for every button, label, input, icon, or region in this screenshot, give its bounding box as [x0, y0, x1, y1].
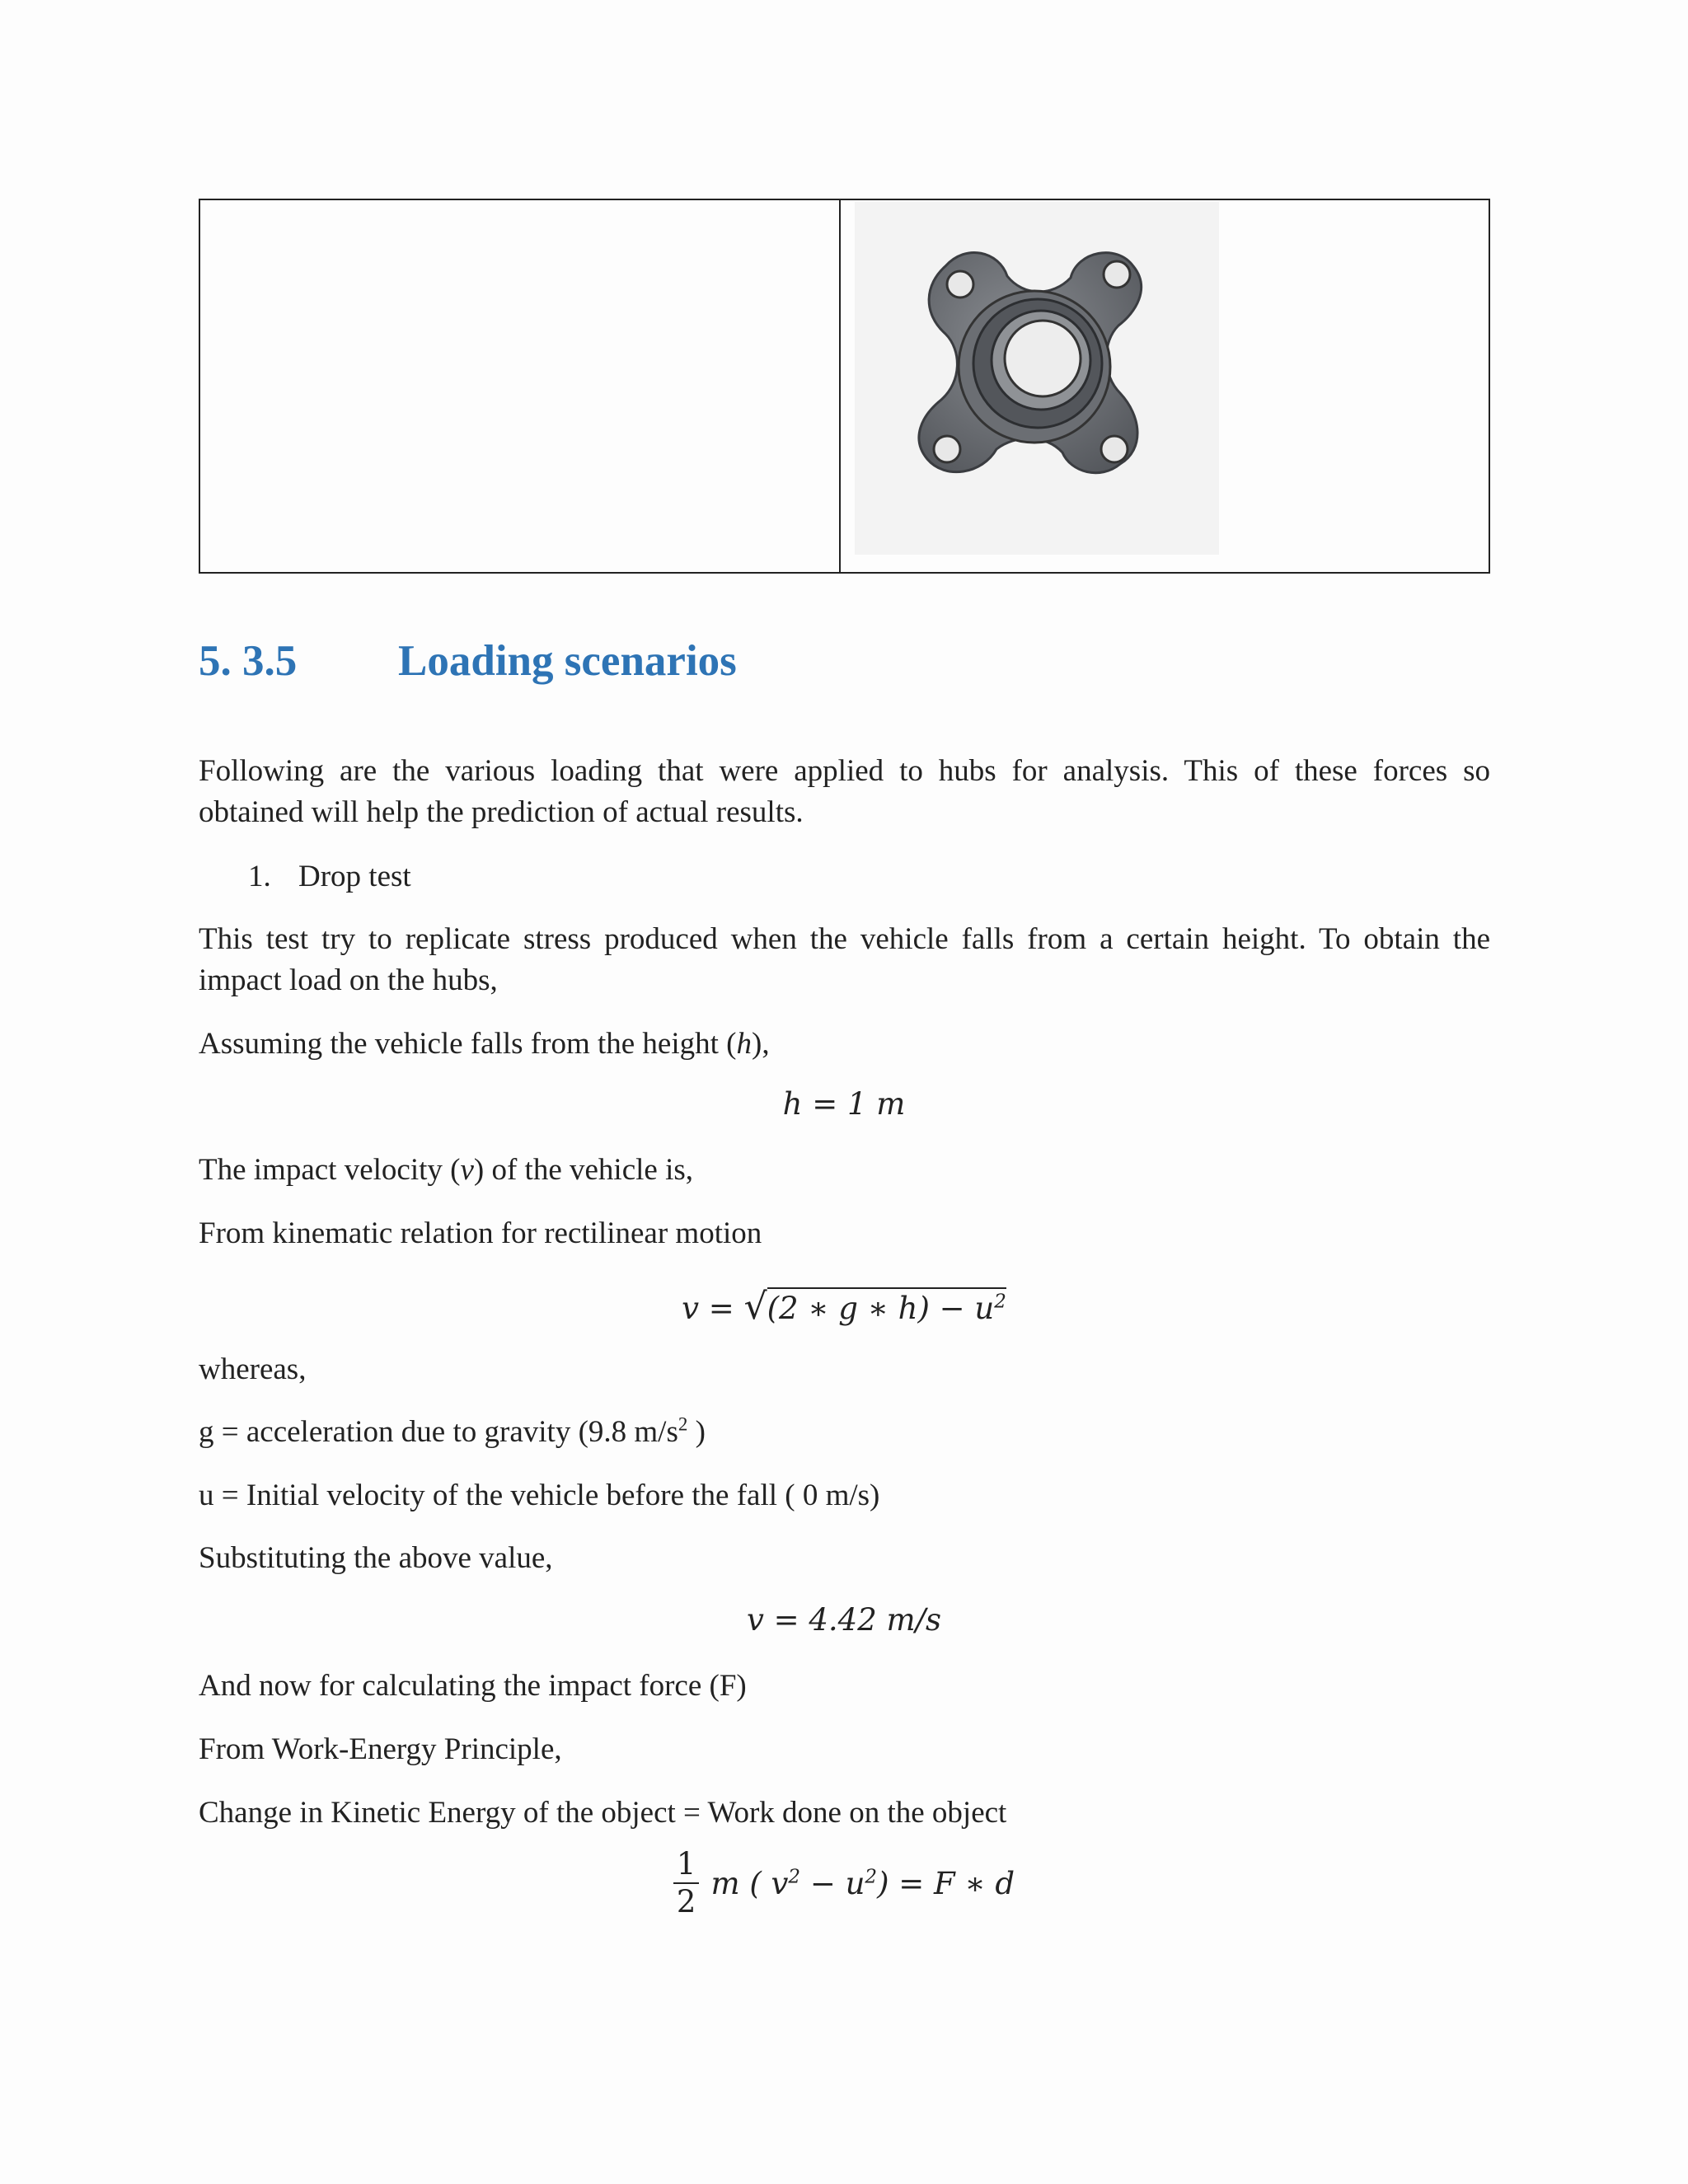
intro-paragraph [199, 751, 1490, 833]
initial-velocity-definition: u = Initial velocity of the vehicle before the fall ( 0 m/s) [199, 1479, 880, 1512]
eq-ke-exp1: 2 [788, 1866, 801, 1888]
drop-test-paragraph [199, 919, 1490, 1001]
work-energy-text: From Work-Energy Principle, [199, 1732, 562, 1766]
equation-velocity [0, 1286, 1688, 1328]
intro-line-1: Following are the various loading that were applied to hubs for analysis. This of these forces so [199, 754, 1490, 788]
eq-ke-a: m ( v [710, 1865, 789, 1901]
figure-table [199, 199, 1490, 574]
g-close: ) [687, 1415, 706, 1449]
eq-v-exp: 2 [994, 1291, 1006, 1313]
impact-var: v [460, 1153, 474, 1187]
assume-height-text [199, 1024, 1490, 1065]
impact-prefix: The impact velocity ( [199, 1153, 461, 1187]
sqrt-icon: √ [743, 1286, 767, 1328]
assume-suffix: ), [752, 1027, 770, 1061]
g-exp: 2 [678, 1413, 688, 1435]
hub-flange-image [855, 202, 1219, 555]
list-item-text: Drop test [298, 860, 411, 893]
table-divider [839, 200, 841, 572]
assume-prefix: Assuming the vehicle falls from the height ( [199, 1027, 737, 1061]
eq-ke-exp2: 2 [865, 1866, 878, 1888]
eq-ke-b: − u [800, 1865, 865, 1901]
section-title: Loading scenarios [398, 637, 737, 685]
equation-height: h = 1 m [782, 1086, 906, 1122]
eq-ke-c: ) = F ∗ d [877, 1865, 1015, 1901]
fraction-half [673, 1846, 700, 1920]
impact-suffix: ) of the vehicle is, [473, 1153, 694, 1187]
list-item-number: 1. [248, 860, 271, 893]
eq-v-radicand [767, 1287, 1006, 1326]
fraction-denominator: 2 [676, 1884, 696, 1919]
kinematic-text: From kinematic relation for rectilinear motion [199, 1216, 762, 1250]
substituting-text: Substituting the above value, [199, 1541, 553, 1575]
assume-var: h [736, 1027, 752, 1061]
impact-velocity-text [199, 1150, 1490, 1191]
section-number: 5. 3.5 [199, 637, 298, 685]
drop-test-line-2: impact load on the hubs, [199, 963, 498, 997]
drop-test-line-1: This test try to replicate stress produced when the vehicle falls from a certain height. To obtain the [199, 922, 1490, 956]
impact-force-text: And now for calculating the impact force (F) [199, 1669, 747, 1703]
kinetic-energy-text: Change in Kinetic Energy of the object = Work done on the object [199, 1796, 1007, 1830]
eq-ke-body [710, 1866, 1015, 1901]
intro-line-2: obtained will help the prediction of actual results. [199, 795, 804, 829]
equation-velocity-value: v = 4.42 m/s [746, 1602, 942, 1638]
eq-v-rad-text: (2 ∗ g ∗ h) − u [767, 1291, 995, 1326]
whereas-text: whereas, [199, 1352, 307, 1386]
fraction-numerator: 1 [673, 1846, 700, 1884]
equation-work-energy [0, 1846, 1688, 1937]
list-item [248, 856, 743, 898]
g-def: g = acceleration due to gravity (9.8 m/s [199, 1415, 678, 1449]
gravity-definition [199, 1412, 1490, 1453]
eq-v-lhs: v = [682, 1291, 744, 1326]
